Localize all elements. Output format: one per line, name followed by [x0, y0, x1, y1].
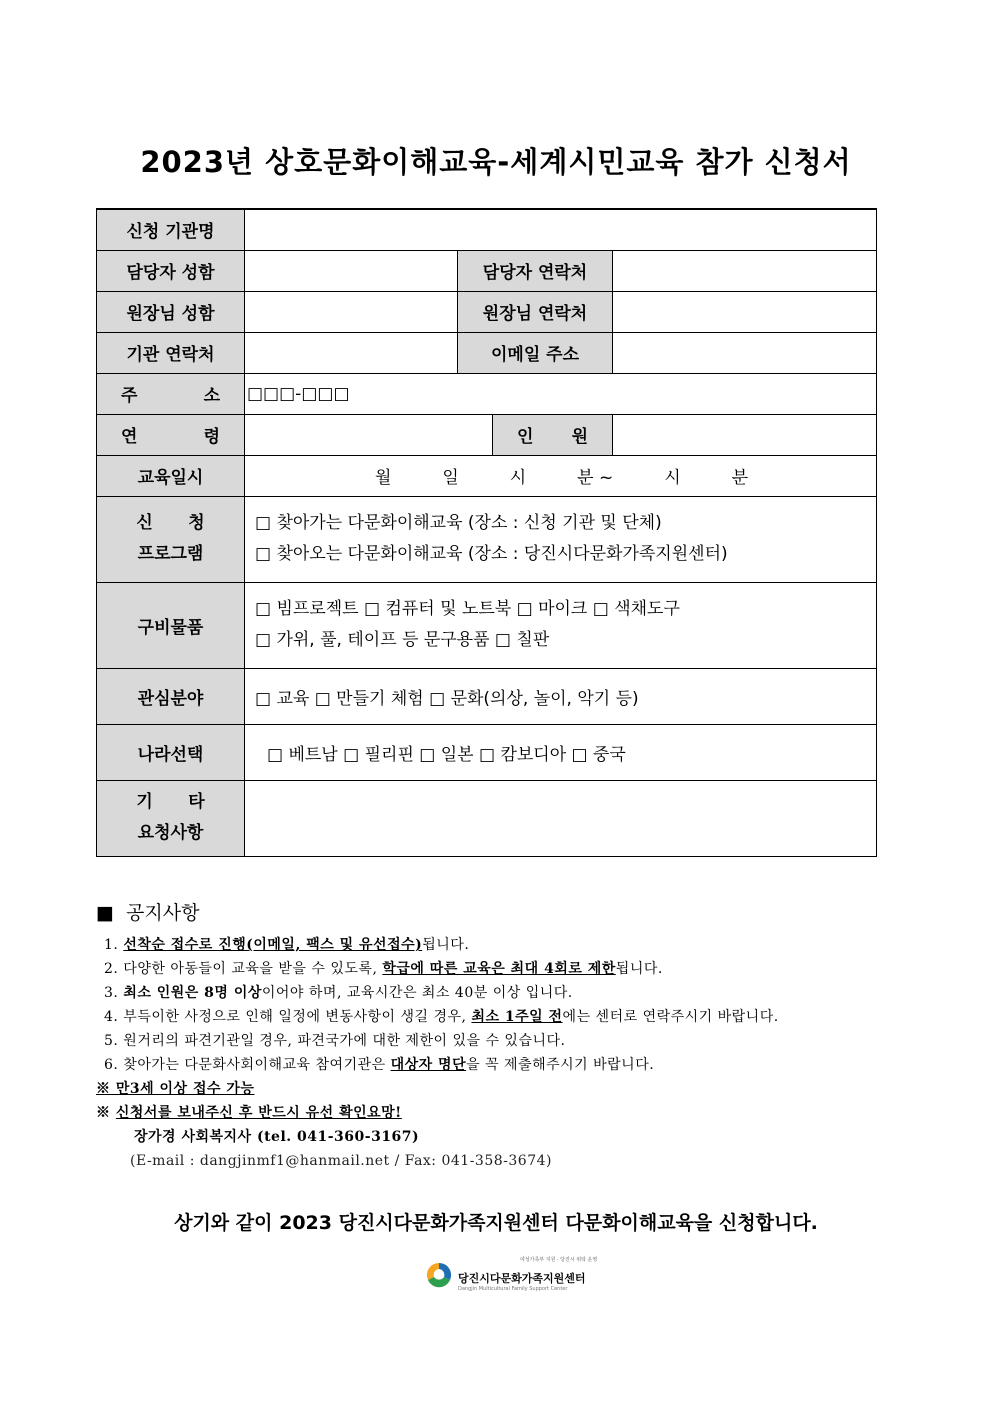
month-unit: 월 [375, 468, 392, 488]
org-name-label: 신청 기관명 [97, 209, 245, 250]
notice-line-4 [104, 1005, 916, 1029]
director-contact-field[interactable] [613, 291, 877, 332]
equipment-label: 구비물품 [97, 582, 245, 668]
address-label-char1: 주 [121, 386, 138, 406]
notice-line-1-tail: 됩니다. [422, 937, 470, 953]
notice-section [96, 898, 916, 1173]
email-field[interactable] [613, 332, 877, 373]
etc-label [97, 780, 245, 856]
notice-line-3-emphasis: 최소 인원은 8명 이상 [123, 985, 262, 1001]
notice-line-2-head: 2. 다양한 아동들이 교육을 받을 수 있도록, [104, 961, 383, 977]
org-contact-field[interactable] [245, 332, 458, 373]
center-logo-english: Dangjin Multicultural Family Support Center [458, 1286, 568, 1292]
row-country [97, 724, 877, 780]
notice-line-2-emphasis: 학급에 따른 교육은 최대 4회로 제한 [382, 961, 616, 977]
manager-contact-field[interactable] [613, 250, 877, 291]
notice-phone-confirm [96, 1101, 916, 1125]
notice-age-limit: ※ 만3세 이상 접수 가능 [96, 1081, 255, 1097]
notice-line-1-num: 1. [104, 937, 124, 953]
address-label-char2: 소 [203, 386, 220, 406]
etc-field[interactable] [245, 780, 877, 856]
address-field[interactable] [245, 373, 877, 414]
people-label-char2: 원 [571, 427, 588, 447]
center-logo-name: 당진시다문화가족지원센터 [458, 1272, 586, 1285]
country-options[interactable]: □ 베트남 □ 필리핀 □ 일본 □ 캄보디아 □ 중국 [245, 724, 877, 780]
manager-name-field[interactable] [245, 250, 458, 291]
program-label-line1: 신 청 [136, 513, 205, 533]
page-title: 2023년 상호문화이해교육-세계시민교육 참가 신청서 [140, 145, 852, 179]
notice-line-5: 5. 원거리의 파견기관일 경우, 파견국가에 대한 제한이 있을 수 있습니다. [104, 1033, 566, 1049]
notice-line-2 [104, 957, 916, 981]
contact-person: 장가경 사회복지사 (tel. 041-360-3167) [134, 1129, 420, 1145]
row-address [97, 373, 877, 414]
notice-line-2-tail: 됩니다. [615, 961, 663, 977]
hour-unit-end: 시 [664, 468, 681, 488]
director-name-field[interactable] [245, 291, 458, 332]
application-form-table [96, 208, 877, 857]
notice-line-6-head: 6. 찾아가는 다문화사회이해교육 참여기관은 [104, 1057, 391, 1073]
notice-line-6-tail: 을 꼭 제출해주시기 바랍니다. [466, 1057, 655, 1073]
postal-code-placeholder: □□□-□□□ [247, 383, 350, 404]
notice-line-1-emphasis: 선착순 접수로 진행(이메일, 팩스 및 유선접수) [123, 937, 423, 953]
notice-phone-confirm-text: 신청서를 보내주신 후 반드시 유선 확인요망! [115, 1105, 402, 1121]
interest-label: 관심분야 [97, 668, 245, 724]
notice-line-3 [104, 981, 916, 1005]
program-label [97, 496, 245, 582]
address-label [97, 373, 245, 414]
contact-email-fax: (E-mail : dangjinmf1@hanmail.net / Fax: 041-358-3674) [130, 1153, 552, 1169]
people-label-char1: 인 [517, 427, 534, 447]
datetime-field[interactable] [245, 455, 877, 496]
program-options [245, 496, 877, 582]
minute-unit-end: 분 [731, 468, 749, 488]
row-datetime [97, 455, 877, 496]
notice-line-4-tail: 에는 센터로 연락주시기 바랍니다. [562, 1009, 779, 1025]
email-label: 이메일 주소 [458, 332, 613, 373]
program-label-line2: 프로그램 [137, 544, 204, 564]
age-label-char1: 연 [121, 427, 138, 447]
equipment-options-line1[interactable]: □ 빔프로젝트 □ 컴퓨터 및 노트북 □ 마이크 □ 색채도구 [255, 599, 680, 619]
country-label: 나라선택 [97, 724, 245, 780]
row-age [97, 414, 877, 455]
day-unit: 일 [442, 468, 459, 488]
minute-unit-start: 분 ~ [577, 468, 614, 488]
age-label [97, 414, 245, 455]
notice-line-1 [104, 933, 916, 957]
center-logo-icon [424, 1260, 454, 1290]
row-manager [97, 250, 877, 291]
program-option-center[interactable]: □ 찾아오는 다문화이해교육 (장소 : 당진시다문화가족지원센터) [255, 544, 728, 564]
datetime-parts [255, 463, 866, 488]
notice-line-4-head: 4. 부득이한 사정으로 인해 일정에 변동사항이 생길 경우, [104, 1009, 472, 1025]
people-field[interactable] [613, 414, 877, 455]
datetime-label: 교육일시 [97, 455, 245, 496]
notice-line-4-emphasis: 최소 1주일 전 [471, 1009, 563, 1025]
row-interest [97, 668, 877, 724]
closing-statement: 상기와 같이 2023 당진시다문화가족지원센터 다문화이해교육을 신청합니다. [174, 1212, 818, 1234]
row-etc [97, 780, 877, 856]
notice-line-3-tail: 이어야 하며, 교육시간은 최소 40분 이상 입니다. [261, 985, 573, 1001]
hour-unit: 시 [509, 468, 527, 488]
program-option-visiting[interactable]: □ 찾아가는 다문화이해교육 (장소 : 신청 기관 및 단체) [255, 513, 662, 533]
people-label [493, 414, 613, 455]
notice-line-3-num: 3. [104, 985, 124, 1001]
center-logo-sponsor: 여성가족부 지원 · 당진시 위탁 운영 [520, 1257, 598, 1263]
notice-heading: ■ 공지사항 [96, 902, 200, 924]
age-label-char2: 령 [203, 427, 220, 447]
age-field[interactable] [245, 414, 493, 455]
row-org-contact [97, 332, 877, 373]
equipment-options-line2[interactable]: □ 가위, 풀, 테이프 등 문구용품 □ 칠판 [255, 630, 550, 650]
director-name-label: 원장님 성함 [97, 291, 245, 332]
notice-phone-confirm-mark: ※ [96, 1105, 116, 1121]
interest-options[interactable]: □ 교육 □ 만들기 체험 □ 문화(의상, 놀이, 악기 등) [245, 668, 877, 724]
row-org-name [97, 209, 877, 250]
center-logo [424, 1256, 598, 1300]
notice-line-6 [104, 1053, 916, 1077]
etc-label-line1: 기 타 [136, 792, 205, 812]
equipment-options [245, 582, 877, 668]
org-name-field[interactable] [245, 209, 877, 250]
row-equipment [97, 582, 877, 668]
etc-label-line2: 요청사항 [137, 823, 204, 843]
notice-line-6-emphasis: 대상자 명단 [390, 1057, 467, 1073]
manager-contact-label: 담당자 연락처 [458, 250, 613, 291]
director-contact-label: 원장님 연락처 [458, 291, 613, 332]
manager-name-label: 담당자 성함 [97, 250, 245, 291]
row-director [97, 291, 877, 332]
org-contact-label: 기관 연락처 [97, 332, 245, 373]
row-program [97, 496, 877, 582]
